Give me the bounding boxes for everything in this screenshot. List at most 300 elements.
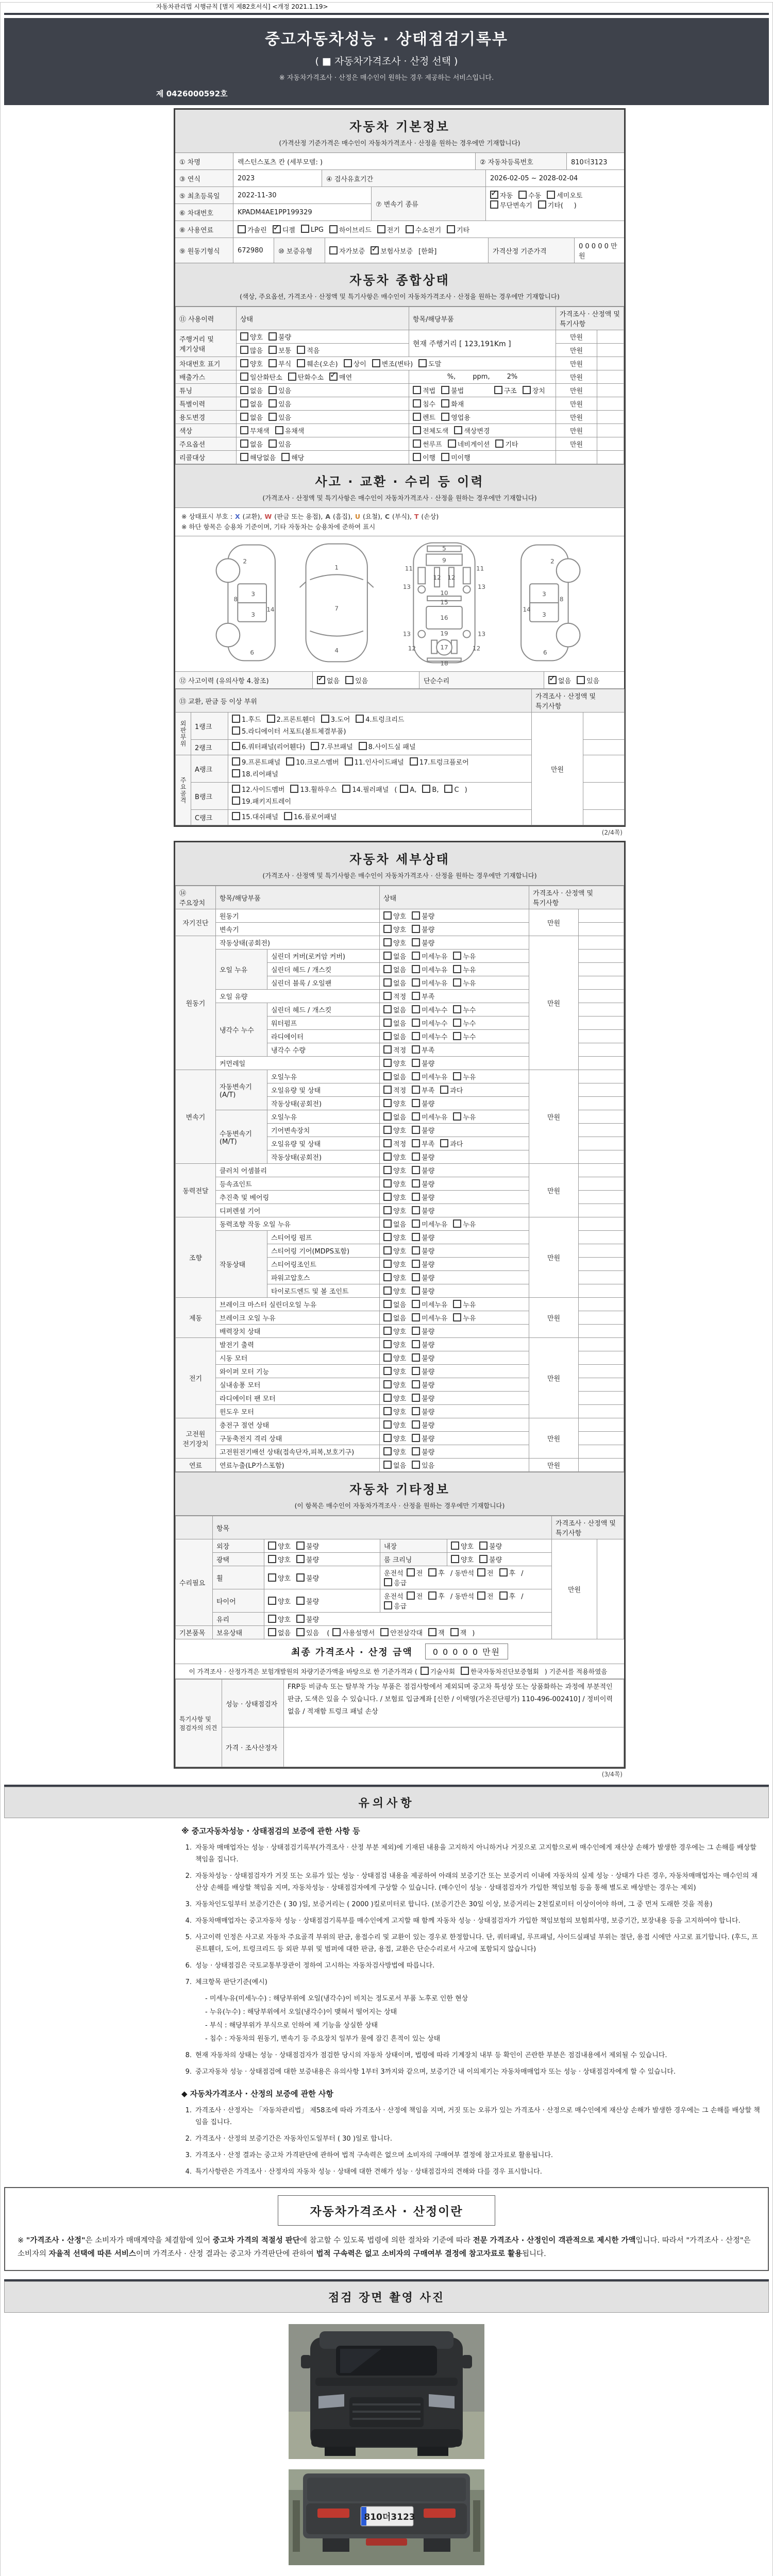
checkbox[interactable] xyxy=(383,1367,392,1375)
checkbox[interactable] xyxy=(383,1045,392,1054)
checkbox[interactable] xyxy=(406,225,414,233)
checkbox[interactable] xyxy=(412,952,420,960)
checkbox[interactable] xyxy=(412,1139,420,1147)
checkbox[interactable] xyxy=(232,742,240,750)
checkbox[interactable] xyxy=(479,1541,488,1550)
checkbox-label: 후 xyxy=(509,1593,516,1601)
checkbox-option xyxy=(296,1616,319,1624)
checkbox[interactable] xyxy=(448,439,456,448)
checkbox[interactable] xyxy=(296,1573,305,1582)
checkbox[interactable] xyxy=(441,399,449,408)
checkbox[interactable] xyxy=(383,1260,392,1268)
inspector-label: 성능 · 상태점검자 xyxy=(222,1680,284,1727)
checkbox[interactable] xyxy=(412,1072,420,1080)
device-state-options xyxy=(380,1137,529,1150)
checkbox[interactable] xyxy=(383,1032,392,1040)
checkbox[interactable] xyxy=(383,1461,392,1469)
checkbox[interactable] xyxy=(384,1601,392,1609)
checkbox[interactable] xyxy=(383,978,392,987)
checkbox[interactable] xyxy=(383,1219,392,1228)
checkbox[interactable] xyxy=(412,1126,420,1134)
checkbox[interactable] xyxy=(377,225,385,233)
checkbox[interactable] xyxy=(317,676,325,684)
checkbox[interactable] xyxy=(412,1367,420,1375)
checkbox[interactable] xyxy=(412,1233,420,1241)
checkbox[interactable] xyxy=(412,1327,420,1335)
checkbox[interactable] xyxy=(421,1667,429,1675)
checkbox[interactable] xyxy=(383,1286,392,1295)
device-group-label: 연료 xyxy=(176,1459,216,1472)
checkbox-option xyxy=(232,716,261,724)
checkbox[interactable] xyxy=(281,453,290,461)
checkbox[interactable] xyxy=(240,372,248,381)
checkbox[interactable] xyxy=(297,359,305,367)
checkbox[interactable] xyxy=(383,1179,392,1188)
checkbox-option xyxy=(232,743,305,751)
checkbox[interactable] xyxy=(273,225,281,233)
checkbox[interactable] xyxy=(412,1380,420,1388)
checkbox[interactable] xyxy=(428,1628,436,1636)
checkbox[interactable] xyxy=(268,386,277,394)
checkbox[interactable] xyxy=(238,225,246,233)
checkbox-label: 자가보증 xyxy=(339,247,365,256)
label-inspection: ④ 검사유효기간 xyxy=(322,170,486,187)
checkbox[interactable] xyxy=(499,1568,508,1577)
checkbox[interactable] xyxy=(453,1032,461,1040)
checkbox[interactable] xyxy=(479,1555,488,1563)
checkbox[interactable] xyxy=(240,399,248,408)
price-appraisal-body: ※ "가격조사 · 산정"은 소비자가 매매계약을 체결함에 있어 중고차 가격의 적절성 판단에 참고할 수 있도록 법령에 의한 절차와 기준에 따라 전문 가격조사 · 산정인이 객관적으로 제시한 가액입니다. 따라서 "가격조사 · 산정"은 소비자의 자율적 선택에 따른 서비스이며 가격조사 · 산정 결과는 중고차 가격판단에 관하여 법적 구속력은 없고 소비자의 구매여부 결정에 참고자료로 활용됩니다. xyxy=(18,2236,751,2258)
checkbox[interactable] xyxy=(412,1461,420,1469)
checkbox-option xyxy=(412,1288,434,1296)
checkbox[interactable] xyxy=(380,1628,389,1636)
checkbox[interactable] xyxy=(383,1447,392,1455)
checkbox[interactable] xyxy=(383,1407,392,1415)
device-item-label: 배력장치 상태 xyxy=(216,1325,380,1338)
checkbox[interactable] xyxy=(288,372,296,381)
checkbox[interactable] xyxy=(240,426,248,434)
checkbox-label: 불량 xyxy=(306,1598,320,1606)
checkbox[interactable] xyxy=(383,1380,392,1388)
checkbox[interactable] xyxy=(412,1420,420,1429)
checkbox[interactable] xyxy=(441,453,449,461)
price-cell: 만원 xyxy=(529,936,579,1070)
checkbox[interactable] xyxy=(490,191,498,199)
checkbox[interactable] xyxy=(383,1434,392,1442)
price-appraisal-box xyxy=(4,2187,769,2271)
detail-row xyxy=(176,1164,624,1177)
checkbox[interactable] xyxy=(461,1667,469,1675)
checkbox[interactable] xyxy=(232,715,240,723)
checkbox[interactable] xyxy=(383,1153,392,1161)
checkbox[interactable] xyxy=(477,1568,485,1577)
notice-item-text: 가격조사 · 산정의 보증기간은 자동차인도일부터 ( 30 )일로 합니다. xyxy=(195,2135,392,2143)
checkbox-label: 누유 xyxy=(463,980,476,988)
checkbox[interactable] xyxy=(268,332,277,341)
checkbox[interactable] xyxy=(232,796,240,805)
device-item-label: 디퍼렌셜 기어 xyxy=(216,1204,380,1217)
checkbox-label: 전 xyxy=(487,1570,494,1578)
device-item-label: 윈도우 모터 xyxy=(216,1405,380,1418)
overall-col-price: 가격조사 · 산정액 및 특기사항 xyxy=(556,307,624,330)
checkbox[interactable] xyxy=(413,399,421,408)
checkbox[interactable] xyxy=(412,1045,420,1054)
checkbox[interactable] xyxy=(268,1541,276,1550)
checkbox[interactable] xyxy=(232,757,240,766)
checkbox[interactable] xyxy=(495,439,503,448)
checkbox[interactable] xyxy=(290,785,298,793)
checkbox[interactable] xyxy=(412,965,420,973)
notice-list-2 xyxy=(181,2105,763,2178)
checkbox[interactable] xyxy=(268,439,277,448)
checkbox[interactable] xyxy=(383,1420,392,1429)
checkbox[interactable] xyxy=(412,1032,420,1040)
checkbox[interactable] xyxy=(383,925,392,933)
checkbox[interactable] xyxy=(412,1193,420,1201)
checkbox[interactable] xyxy=(383,1340,392,1348)
checkbox[interactable] xyxy=(413,426,421,434)
checkbox[interactable] xyxy=(412,1219,420,1228)
checkbox[interactable] xyxy=(383,1099,392,1107)
notice-sub-item: - 부식 : 해당부위가 부식으로 인하여 제 기능을 상실한 상태 xyxy=(205,2022,378,2029)
accident-history-row xyxy=(175,672,624,689)
checkbox[interactable] xyxy=(451,1555,459,1563)
checkbox[interactable] xyxy=(383,965,392,973)
checkbox[interactable] xyxy=(453,1300,461,1308)
checkbox[interactable] xyxy=(441,386,449,394)
checkbox[interactable] xyxy=(232,769,240,777)
checkbox[interactable] xyxy=(383,1233,392,1241)
checkbox[interactable] xyxy=(413,386,421,394)
checkbox[interactable] xyxy=(412,1005,420,1013)
checkbox-option xyxy=(268,387,291,395)
checkbox[interactable] xyxy=(412,1434,420,1442)
checkbox[interactable] xyxy=(412,1340,420,1348)
checkbox[interactable] xyxy=(412,1353,420,1362)
checkbox[interactable] xyxy=(412,1313,420,1321)
basic-row-name xyxy=(175,153,624,170)
wheel-detail-options xyxy=(380,1566,552,1589)
checkbox[interactable] xyxy=(412,978,420,987)
text: / 동반석 xyxy=(450,1570,474,1578)
checkbox[interactable] xyxy=(413,453,421,461)
note-cell xyxy=(579,1271,624,1284)
checkbox[interactable] xyxy=(444,785,452,793)
checkbox[interactable] xyxy=(329,225,338,233)
checkbox[interactable] xyxy=(321,715,329,723)
checkbox[interactable] xyxy=(383,1313,392,1321)
checkbox[interactable] xyxy=(329,246,338,255)
checkbox[interactable] xyxy=(384,1578,392,1586)
checkbox[interactable] xyxy=(311,742,319,750)
checkbox[interactable] xyxy=(240,332,248,341)
svg-text:13: 13 xyxy=(402,583,411,591)
device-subgroup-label: 냉각수 누수 xyxy=(216,1003,267,1057)
checkbox[interactable] xyxy=(383,992,392,1000)
checkbox[interactable] xyxy=(400,785,408,793)
checkbox[interactable] xyxy=(412,1166,420,1174)
tire-detail-options xyxy=(380,1589,552,1613)
checkbox-label: 불량 xyxy=(422,1060,435,1068)
checkbox[interactable] xyxy=(490,200,498,209)
checkbox[interactable] xyxy=(371,246,379,255)
checkbox[interactable] xyxy=(412,1179,420,1188)
checkbox[interactable] xyxy=(412,925,420,933)
checkbox[interactable] xyxy=(383,1005,392,1013)
notice-item-text: 가격조사 · 산정 결과는 중고차 가격판단에 관하여 법적 구속력은 없으며 소비자의 구매여부 결정에 참고자료로 활용됩니다. xyxy=(195,2151,553,2159)
checkbox[interactable] xyxy=(268,346,277,354)
checkbox[interactable] xyxy=(453,978,461,987)
checkbox[interactable] xyxy=(412,911,420,920)
checkbox[interactable] xyxy=(297,346,305,354)
checkbox[interactable] xyxy=(296,1628,305,1636)
checkbox-option xyxy=(383,1328,406,1336)
checkbox[interactable] xyxy=(268,1628,276,1636)
checkbox[interactable] xyxy=(453,1219,461,1228)
checkbox[interactable] xyxy=(232,785,240,793)
device-state-options xyxy=(380,1016,529,1030)
appraiser-remarks xyxy=(284,1727,624,1767)
checkbox[interactable] xyxy=(412,1112,420,1121)
device-item-label: 시동 모터 xyxy=(216,1351,380,1365)
checkbox[interactable] xyxy=(240,413,248,421)
checkbox[interactable] xyxy=(383,952,392,960)
checkbox-option xyxy=(453,953,476,961)
checkbox[interactable] xyxy=(428,1591,436,1600)
device-item-label: 충전구 절연 상태 xyxy=(216,1418,380,1432)
checkbox[interactable] xyxy=(523,386,531,394)
checkbox-label: B, xyxy=(432,786,439,794)
photo-front-view xyxy=(289,2324,484,2461)
checkbox[interactable] xyxy=(412,1273,420,1281)
vin-mark-options xyxy=(237,357,556,370)
checkbox-option xyxy=(412,1275,434,1282)
svg-text:16: 16 xyxy=(440,614,448,621)
checkbox[interactable] xyxy=(329,372,338,381)
checkbox[interactable] xyxy=(453,1005,461,1013)
checkbox[interactable] xyxy=(359,742,367,750)
checkbox[interactable] xyxy=(412,1407,420,1415)
tuning-options xyxy=(237,384,409,397)
checkbox[interactable] xyxy=(383,1246,392,1255)
checkbox-option xyxy=(383,1342,406,1349)
checkbox[interactable] xyxy=(413,439,421,448)
value-engine-type: 672980 xyxy=(233,238,274,263)
device-state-options xyxy=(380,1030,529,1043)
checkbox[interactable] xyxy=(372,359,380,367)
checkbox[interactable] xyxy=(454,426,462,434)
checkbox-label: 누유 xyxy=(463,953,476,961)
checkbox[interactable] xyxy=(412,1300,420,1308)
rank-name: 1랭크 xyxy=(191,713,228,740)
checkbox[interactable] xyxy=(268,1597,276,1605)
checkbox[interactable] xyxy=(356,715,364,723)
checkbox[interactable] xyxy=(301,225,309,233)
checkbox-label: 양호 xyxy=(461,1543,474,1551)
checkbox[interactable] xyxy=(268,1573,276,1582)
tire-label: 타이어 xyxy=(213,1589,264,1613)
note-cell xyxy=(579,1392,624,1405)
checkbox[interactable] xyxy=(547,191,555,199)
note-cell xyxy=(597,370,624,384)
checkbox[interactable] xyxy=(383,911,392,920)
checkbox[interactable] xyxy=(412,1086,420,1094)
document-number: 제 0426000592호 xyxy=(156,89,228,98)
checkbox[interactable] xyxy=(383,1126,392,1134)
checkbox[interactable] xyxy=(268,413,277,421)
checkbox[interactable] xyxy=(268,359,277,367)
checkbox[interactable] xyxy=(577,676,585,684)
fuel-options xyxy=(233,221,624,238)
checkbox[interactable] xyxy=(412,1059,420,1067)
checkbox[interactable] xyxy=(240,359,248,367)
checkbox[interactable] xyxy=(342,785,350,793)
checkbox[interactable] xyxy=(383,1166,392,1174)
tuning-detail-options xyxy=(409,384,556,397)
checkbox-option xyxy=(422,786,439,794)
checkbox[interactable] xyxy=(383,1273,392,1281)
checkbox-label: 기타( ) xyxy=(547,202,577,210)
checkbox-label: 부식 xyxy=(278,361,292,368)
checkbox[interactable] xyxy=(412,1246,420,1255)
checkbox[interactable] xyxy=(296,1541,305,1550)
checkbox[interactable] xyxy=(538,200,546,209)
checkbox[interactable] xyxy=(296,1615,305,1623)
checkbox[interactable] xyxy=(240,346,248,354)
section-etc-title: 자동차 기타정보 xyxy=(349,1482,450,1497)
checkbox[interactable] xyxy=(383,938,392,946)
checkbox[interactable] xyxy=(383,1139,392,1147)
checkbox[interactable] xyxy=(344,359,352,367)
checkbox[interactable] xyxy=(453,1019,461,1027)
notice-item-text: 자동차 매매업자는 성능 · 상태점검기록부(가격조사 · 산정 부분 제외)에 기재된 내용을 고지하지 아니하거나 거짓으로 고지함으로써 매수인에게 재산상 손해가 발생한 경우에는 그 손해를 배상할 책임을 집니다. xyxy=(195,1844,757,1863)
checkbox[interactable] xyxy=(296,1555,305,1563)
checkbox[interactable] xyxy=(275,426,283,434)
checkbox[interactable] xyxy=(412,992,420,1000)
checkbox[interactable] xyxy=(332,1628,341,1636)
checkbox[interactable] xyxy=(453,952,461,960)
checkbox[interactable] xyxy=(412,1447,420,1455)
checkbox-option xyxy=(383,1194,406,1202)
checkbox[interactable] xyxy=(453,1072,461,1080)
checkbox[interactable] xyxy=(413,413,421,421)
checkbox[interactable] xyxy=(447,225,455,233)
checkbox[interactable] xyxy=(296,1597,305,1605)
checkbox[interactable] xyxy=(422,785,430,793)
checkbox[interactable] xyxy=(383,1327,392,1335)
checkbox[interactable] xyxy=(518,191,527,199)
checkbox[interactable] xyxy=(428,1568,436,1577)
checkbox[interactable] xyxy=(412,1019,420,1027)
checkbox[interactable] xyxy=(412,1153,420,1161)
checkbox[interactable] xyxy=(383,1206,392,1214)
checkbox[interactable] xyxy=(383,1353,392,1362)
checkbox-option xyxy=(440,1087,463,1095)
checkbox[interactable] xyxy=(383,1394,392,1402)
checkbox[interactable] xyxy=(412,1099,420,1107)
notice-item-number: 3. xyxy=(185,1901,192,1908)
note-cell xyxy=(597,384,624,397)
checkbox[interactable] xyxy=(453,965,461,973)
checkbox[interactable] xyxy=(410,757,418,766)
checkbox[interactable] xyxy=(450,1628,459,1636)
checkbox[interactable] xyxy=(268,399,277,408)
checkbox[interactable] xyxy=(412,1206,420,1214)
checkbox[interactable] xyxy=(412,1394,420,1402)
checkbox[interactable] xyxy=(499,1591,508,1600)
checkbox[interactable] xyxy=(412,1260,420,1268)
checkbox[interactable] xyxy=(232,726,240,735)
checkbox[interactable] xyxy=(494,386,502,394)
checkbox-label: 많음 xyxy=(250,347,263,355)
checkbox[interactable] xyxy=(240,386,248,394)
note-cell xyxy=(579,963,624,976)
checkbox-option xyxy=(240,454,276,462)
checkbox-option xyxy=(451,1556,474,1564)
checkbox[interactable] xyxy=(451,1541,459,1550)
checkbox[interactable] xyxy=(440,1139,448,1147)
checkbox[interactable] xyxy=(345,676,354,684)
overall-table xyxy=(175,307,624,464)
checkbox[interactable] xyxy=(383,1193,392,1201)
svg-text:11: 11 xyxy=(405,565,413,572)
note-cell xyxy=(597,330,624,344)
checkbox[interactable] xyxy=(383,1072,392,1080)
status-symbol-desc: (손상) xyxy=(419,513,439,520)
checkbox[interactable] xyxy=(268,1555,276,1563)
checkbox[interactable] xyxy=(345,757,353,766)
checkbox[interactable] xyxy=(418,359,427,367)
checkbox[interactable] xyxy=(232,812,240,820)
checkbox[interactable] xyxy=(453,1112,461,1121)
checkbox-option xyxy=(499,1593,516,1601)
notice-item-number: 5. xyxy=(185,1934,192,1941)
checkbox[interactable] xyxy=(441,413,449,421)
checkbox[interactable] xyxy=(440,1086,448,1094)
checkbox[interactable] xyxy=(477,1591,485,1600)
notice-item xyxy=(181,1931,763,1955)
checkbox[interactable] xyxy=(284,812,292,820)
note-cell xyxy=(579,1164,624,1177)
checkbox[interactable] xyxy=(383,1086,392,1094)
checkbox[interactable] xyxy=(548,676,557,684)
section-overall-title: 자동차 종합상태 xyxy=(349,273,450,287)
checkbox-option xyxy=(453,1315,476,1323)
license-plate-text: 810더3123 xyxy=(364,2512,415,2522)
checkbox[interactable] xyxy=(383,1300,392,1308)
checkbox[interactable] xyxy=(267,715,275,723)
checkbox[interactable] xyxy=(268,1615,276,1623)
checkbox[interactable] xyxy=(407,1591,415,1600)
checkbox[interactable] xyxy=(383,1019,392,1027)
checkbox[interactable] xyxy=(412,938,420,946)
checkbox-label: 적정 xyxy=(393,1141,407,1148)
checkbox[interactable] xyxy=(453,1313,461,1321)
checkbox[interactable] xyxy=(383,1112,392,1121)
checkbox-option xyxy=(412,1342,434,1349)
svg-text:18: 18 xyxy=(440,659,448,667)
checkbox[interactable] xyxy=(383,1059,392,1067)
checkbox[interactable] xyxy=(240,453,248,461)
checkbox-option xyxy=(412,980,447,988)
checkbox-label: 미세누유 xyxy=(422,967,448,974)
device-group-label: 조향 xyxy=(176,1217,216,1298)
checkbox[interactable] xyxy=(407,1568,415,1577)
checkbox[interactable] xyxy=(240,439,248,448)
checkbox-option xyxy=(477,1593,494,1601)
checkbox[interactable] xyxy=(286,757,294,766)
checkbox[interactable] xyxy=(412,1286,420,1295)
